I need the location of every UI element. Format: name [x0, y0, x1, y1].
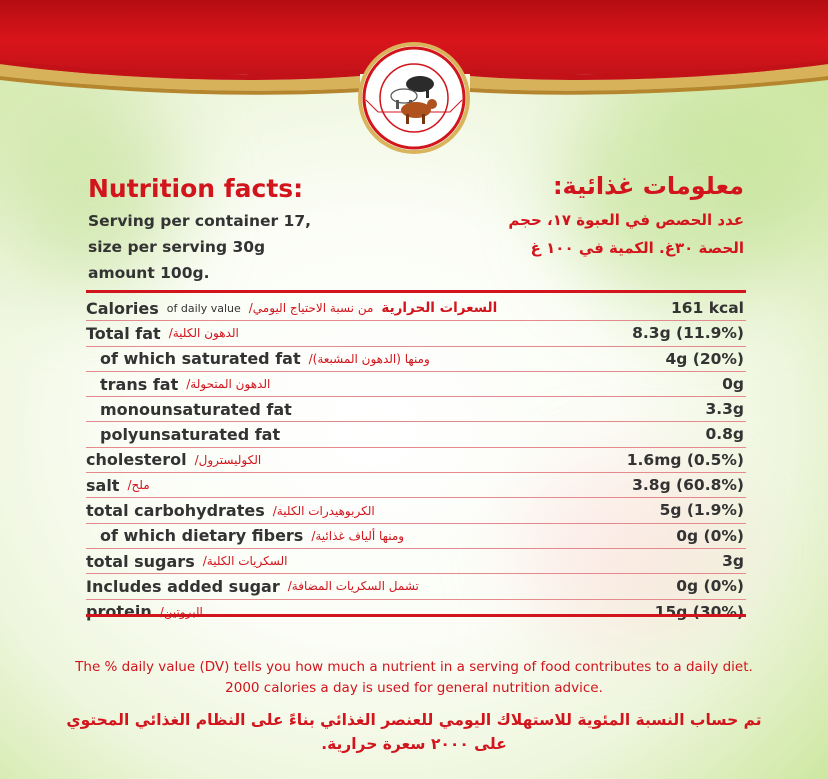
nutrient-name: of which dietary fibers — [100, 526, 304, 546]
nutrient-value: 8.3g (11.9%) — [632, 324, 744, 343]
nutrient-note: of daily value — [166, 301, 241, 315]
nutrient-arabic-name: ومنها ألياف غذائية/ — [311, 528, 405, 543]
table-row — [86, 600, 746, 624]
nutrient-value: 1.6mg (0.5%) — [626, 450, 744, 469]
serving-line: size per serving 30g — [88, 238, 266, 256]
nutrient-value: 161 kcal — [670, 299, 744, 317]
nutrient-value: 5g (1.9%) — [659, 501, 744, 520]
english-title: Nutrition facts: — [88, 174, 304, 203]
nutrient-name: protein — [86, 602, 152, 622]
nutrient-name: Includes added sugar — [86, 576, 280, 596]
table-row — [86, 347, 746, 372]
table-row — [86, 473, 746, 498]
nutrient-name: salt — [86, 475, 120, 495]
nutrient-name: polyunsaturated fat — [100, 425, 281, 445]
table-row — [86, 448, 746, 473]
nutrient-arabic-name: البروتين/ — [159, 604, 203, 619]
english-footnote: The % daily value (DV) tells you how much a nutrient in a serving of food contributes to a daily diet. 2000 calories a day is used for general nutrition advice. — [75, 659, 753, 696]
nutrient-name: of which saturated fat — [100, 349, 301, 369]
arabic-serving-info — [414, 206, 744, 262]
table-row — [86, 549, 746, 574]
table-row — [86, 296, 746, 321]
nutrient-value: 3.8g (60.8%) — [632, 476, 744, 495]
nutrient-arabic-name: ومنها (الدهون المشبعة)/ — [308, 351, 430, 366]
table-row — [86, 422, 746, 447]
serving-line: عدد الحصص في العبوة ١٧، حجم — [508, 211, 744, 229]
nutrient-name: cholesterol — [86, 450, 187, 470]
nutrient-value: 0.8g — [705, 425, 744, 444]
nutrient-arabic-name: الكربوهيدرات الكلية/ — [272, 503, 375, 518]
arabic-footnote: تم حساب النسبة المئوية للاستهلاك اليومي للعنصر الغذائي بناءً على النظام الغذائي المحتوي على ٢٠٠٠ سعرة حرارية. — [66, 711, 762, 753]
table-row — [86, 524, 746, 549]
nutrient-name: total sugars — [86, 551, 195, 571]
nutrient-arabic-name: الدهون المتحولة/ — [186, 377, 271, 392]
serving-line: الحصة ٣٠غ. الكمية في ١٠٠ غ — [530, 239, 744, 257]
serving-line: amount 100g. — [88, 264, 210, 282]
nutrient-value: 15g (30%) — [654, 602, 744, 621]
nutrient-arabic-name: الكوليسترول/ — [194, 452, 262, 467]
nutrient-value: 3g — [722, 551, 744, 570]
serving-line: Serving per container 17, — [88, 212, 312, 230]
nutrient-name: monounsaturated fat — [100, 399, 292, 419]
nutrient-value: 3.3g — [705, 400, 744, 419]
table-row — [86, 397, 746, 422]
nutrient-name: Total fat — [86, 323, 161, 343]
nutrient-name: Calories — [86, 298, 159, 318]
nutrient-arabic-name: تشمل السكريات المضافة/ — [287, 579, 419, 594]
nutrient-name: total carbohydrates — [86, 501, 265, 521]
nutrition-table — [86, 296, 746, 624]
table-row — [86, 372, 746, 397]
table-row — [86, 321, 746, 346]
three-cows-logo — [356, 40, 472, 156]
nutrient-arabic-name: السكريات الكلية/ — [202, 554, 288, 569]
nutrient-name: trans fat — [100, 374, 179, 394]
table-row — [86, 498, 746, 523]
arabic-title: معلومات غذائية: — [552, 172, 744, 200]
table-bottom-rule — [86, 614, 746, 617]
nutrient-arabic-name: ملح/ — [127, 478, 150, 493]
nutrient-arabic-name: السعرات الحرارية — [381, 300, 498, 317]
nutrient-arabic-note: من نسبة الاحتياج اليومي/ — [248, 301, 374, 316]
table-top-rule — [86, 290, 746, 293]
english-serving-info — [88, 208, 418, 286]
nutrient-arabic-name: الدهون الكلية/ — [168, 326, 239, 341]
nutrient-value: 0g (0%) — [676, 577, 744, 596]
nutrient-value: 4g (20%) — [665, 349, 744, 368]
table-row — [86, 574, 746, 599]
nutrient-value: 0g — [722, 374, 744, 393]
nutrient-value: 0g (0%) — [676, 526, 744, 545]
